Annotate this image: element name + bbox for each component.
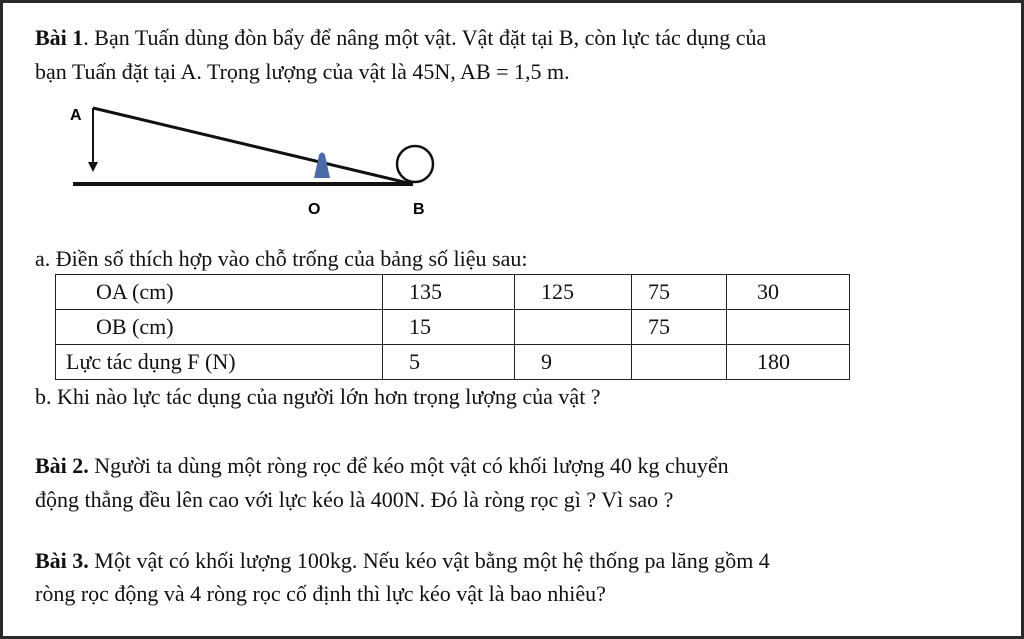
table-cell [727,310,850,345]
table-row [56,345,850,380]
table-cell: 9 [515,345,632,380]
table-cell: 5 [383,345,515,380]
label-b: B [413,201,425,218]
table-cell: Lực tác dụng F (N) [56,345,383,380]
bai1-part-b: b. Khi nào lực tác dụng của người lớn hơn trọng lượng của vật ? [35,384,601,409]
force-arrow-head [88,162,98,172]
label-a: A [70,107,82,124]
bai3-title: Bài 3. [35,548,89,573]
object-ball [397,146,433,182]
table-row [56,275,850,310]
bai1-line1-text: . Bạn Tuấn dùng đòn bẩy để nâng một vật. Vật đặt tại B, còn lực tác dụng của [83,25,767,50]
table-row [56,310,850,345]
table-cell: 30 [727,275,850,310]
bai1-title: Bài 1 [35,25,84,50]
table-cell: 75 [632,275,727,310]
table-cell: OB (cm) [56,310,383,345]
bai2-title: Bài 2. [35,453,89,478]
bai1-line1 [35,25,766,51]
table-cell [515,310,632,345]
bai2-line1 [35,453,729,479]
lever-diagram [63,98,453,228]
table-cell: 125 [515,275,632,310]
table-cell: 15 [383,310,515,345]
lever-bar [93,108,408,183]
bai3-line2: ròng rọc động và 4 ròng rọc cố định thì lực kéo vật là bao nhiêu? [35,581,606,606]
table-cell: 75 [632,310,727,345]
bai2-line2: động thẳng đều lên cao với lực kéo là 400N. Đó là ròng rọc gì ? Vì sao ? [35,487,674,512]
bai2-line1-text: Người ta dùng một ròng rọc để kéo một vật có khối lượng 40 kg chuyển [88,453,729,478]
bai1-part-a: a. Điền số thích hợp vào chỗ trống của bảng số liệu sau: [35,246,528,271]
bai3-line1 [35,548,770,574]
bai1-line2: bạn Tuấn đặt tại A. Trọng lượng của vật là 45N, AB = 1,5 m. [35,59,570,84]
bai3-line1-text: Một vật có khối lượng 100kg. Nếu kéo vật bằng một hệ thống pa lăng gồm 4 [88,548,770,573]
table-cell [632,345,727,380]
table-cell: 135 [383,275,515,310]
data-table [55,274,850,380]
table-cell: 180 [727,345,850,380]
label-o: O [308,201,321,218]
table-cell: OA (cm) [56,275,383,310]
